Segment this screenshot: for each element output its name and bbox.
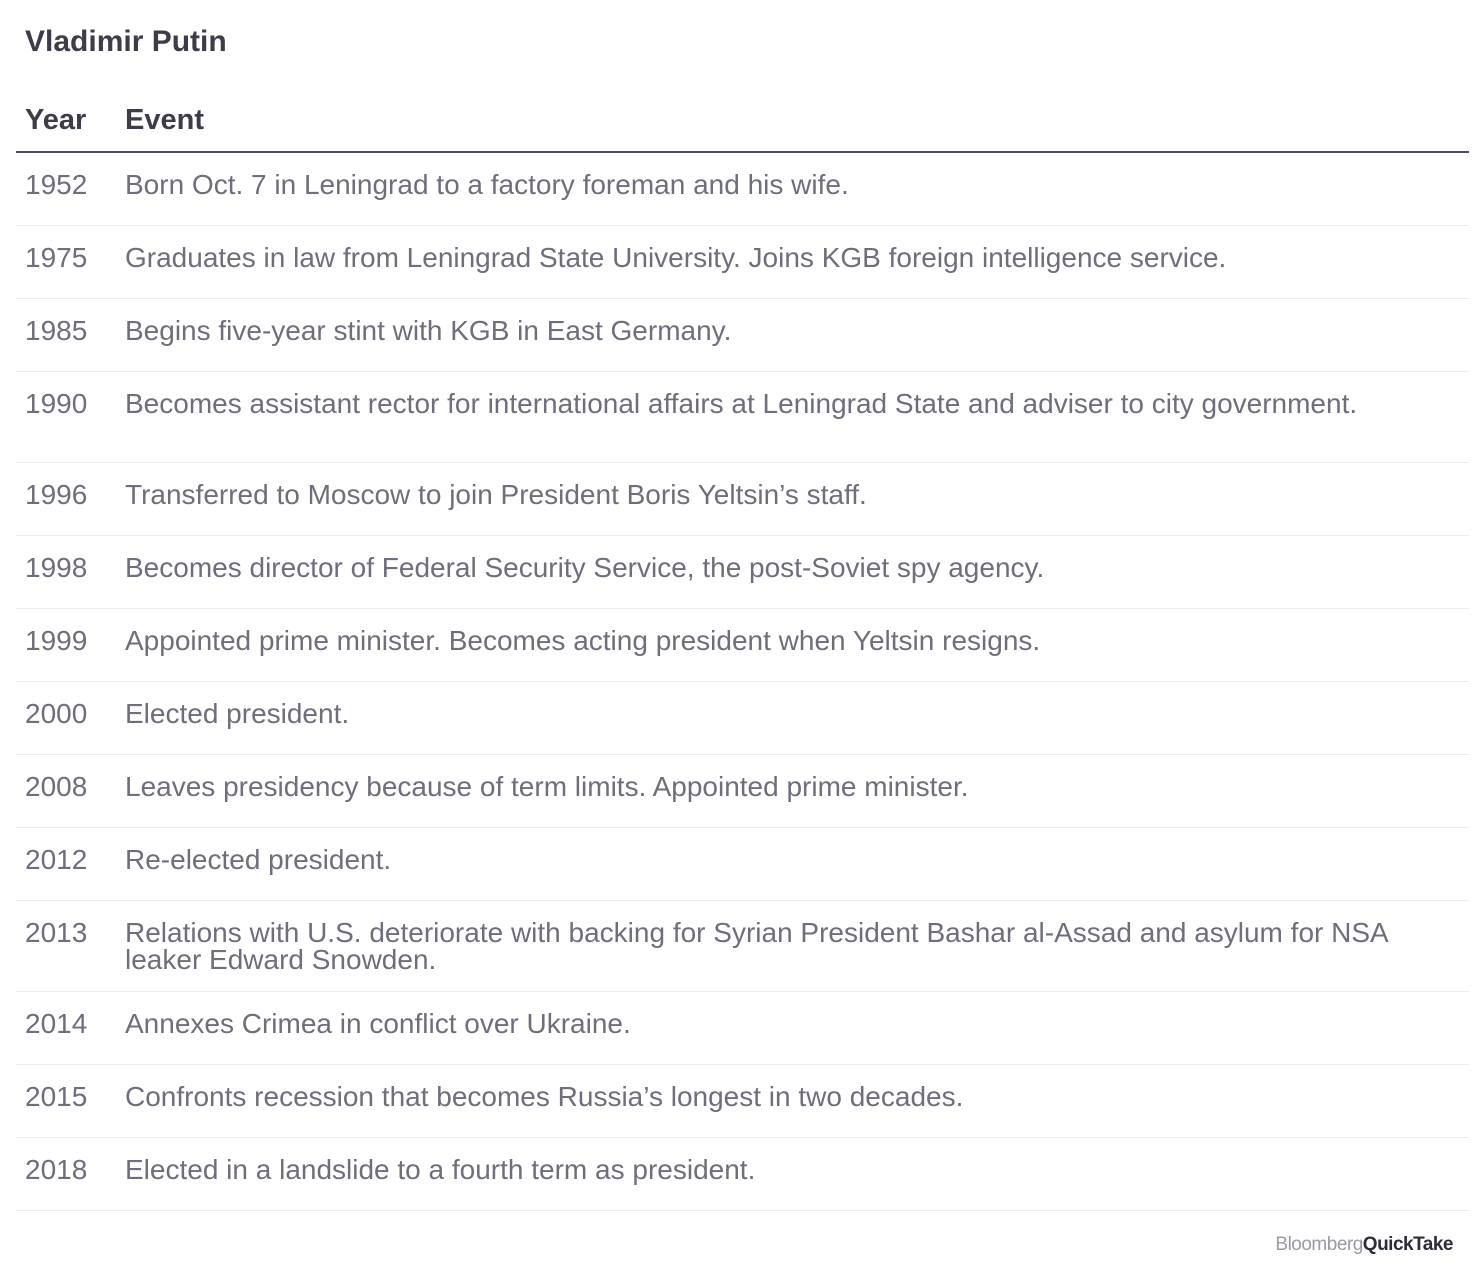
year-cell: 1952 bbox=[25, 169, 88, 200]
logo-product-text: QuickTake bbox=[1362, 1234, 1453, 1255]
event-cell: Transferred to Moscow to join President Boris Yeltsin’s staff. bbox=[125, 479, 867, 510]
table-header bbox=[16, 96, 1469, 153]
year-cell: 1985 bbox=[25, 315, 88, 346]
year-column-header: Year bbox=[25, 104, 87, 136]
year-cell: 2000 bbox=[25, 698, 88, 729]
year-cell: 2014 bbox=[25, 1008, 88, 1039]
table-row bbox=[16, 536, 1469, 609]
table-row bbox=[16, 992, 1469, 1065]
table-row bbox=[16, 755, 1469, 828]
bloomberg-quicktake-logo bbox=[1275, 1234, 1453, 1256]
year-cell: 2008 bbox=[25, 771, 88, 802]
table-row bbox=[16, 609, 1469, 682]
table-row bbox=[16, 682, 1469, 755]
timeline-table bbox=[16, 96, 1469, 1211]
logo-brand-text: Bloomberg bbox=[1275, 1234, 1363, 1255]
event-cell: Annexes Crimea in conflict over Ukraine. bbox=[125, 1008, 631, 1039]
table-row bbox=[16, 1138, 1469, 1211]
event-cell: Graduates in law from Leningrad State University. Joins KGB foreign intelligence service. bbox=[125, 242, 1227, 273]
year-cell: 2015 bbox=[25, 1081, 88, 1112]
event-cell: Appointed prime minister. Becomes acting president when Yeltsin resigns. bbox=[125, 625, 1041, 656]
table-row bbox=[16, 372, 1469, 463]
year-cell: 2013 bbox=[25, 917, 88, 948]
year-cell: 2018 bbox=[25, 1154, 88, 1185]
event-cell: Confronts recession that becomes Russia’s longest in two decades. bbox=[125, 1081, 964, 1112]
event-cell: Relations with U.S. deteriorate with backing for Syrian President Bashar al-Assad and asylum for NSA leaker Edward Snowden. bbox=[125, 917, 1388, 975]
year-cell: 1999 bbox=[25, 625, 88, 656]
year-cell: 1998 bbox=[25, 552, 88, 583]
year-cell: 1990 bbox=[25, 388, 88, 419]
event-cell: Elected president. bbox=[125, 698, 350, 729]
table-row bbox=[16, 299, 1469, 372]
event-cell: Becomes director of Federal Security Service, the post-Soviet spy agency. bbox=[125, 552, 1045, 583]
year-cell: 2012 bbox=[25, 844, 88, 875]
table-row bbox=[16, 226, 1469, 299]
event-column-header: Event bbox=[125, 104, 204, 136]
table-row bbox=[16, 901, 1469, 992]
table-row bbox=[16, 153, 1469, 226]
event-cell: Re-elected president. bbox=[125, 844, 392, 875]
table-row bbox=[16, 1065, 1469, 1138]
event-cell: Begins five-year stint with KGB in East Germany. bbox=[125, 315, 732, 346]
event-cell: Born Oct. 7 in Leningrad to a factory foreman and his wife. bbox=[125, 169, 849, 200]
table-row bbox=[16, 463, 1469, 536]
event-cell: Becomes assistant rector for international affairs at Leningrad State and adviser to city government. bbox=[125, 388, 1358, 419]
page-title: Vladimir Putin bbox=[25, 25, 227, 58]
event-cell: Leaves presidency because of term limits. Appointed prime minister. bbox=[125, 771, 969, 802]
year-cell: 1996 bbox=[25, 479, 88, 510]
event-cell: Elected in a landslide to a fourth term as president. bbox=[125, 1154, 756, 1185]
table-row bbox=[16, 828, 1469, 901]
year-cell: 1975 bbox=[25, 242, 88, 273]
